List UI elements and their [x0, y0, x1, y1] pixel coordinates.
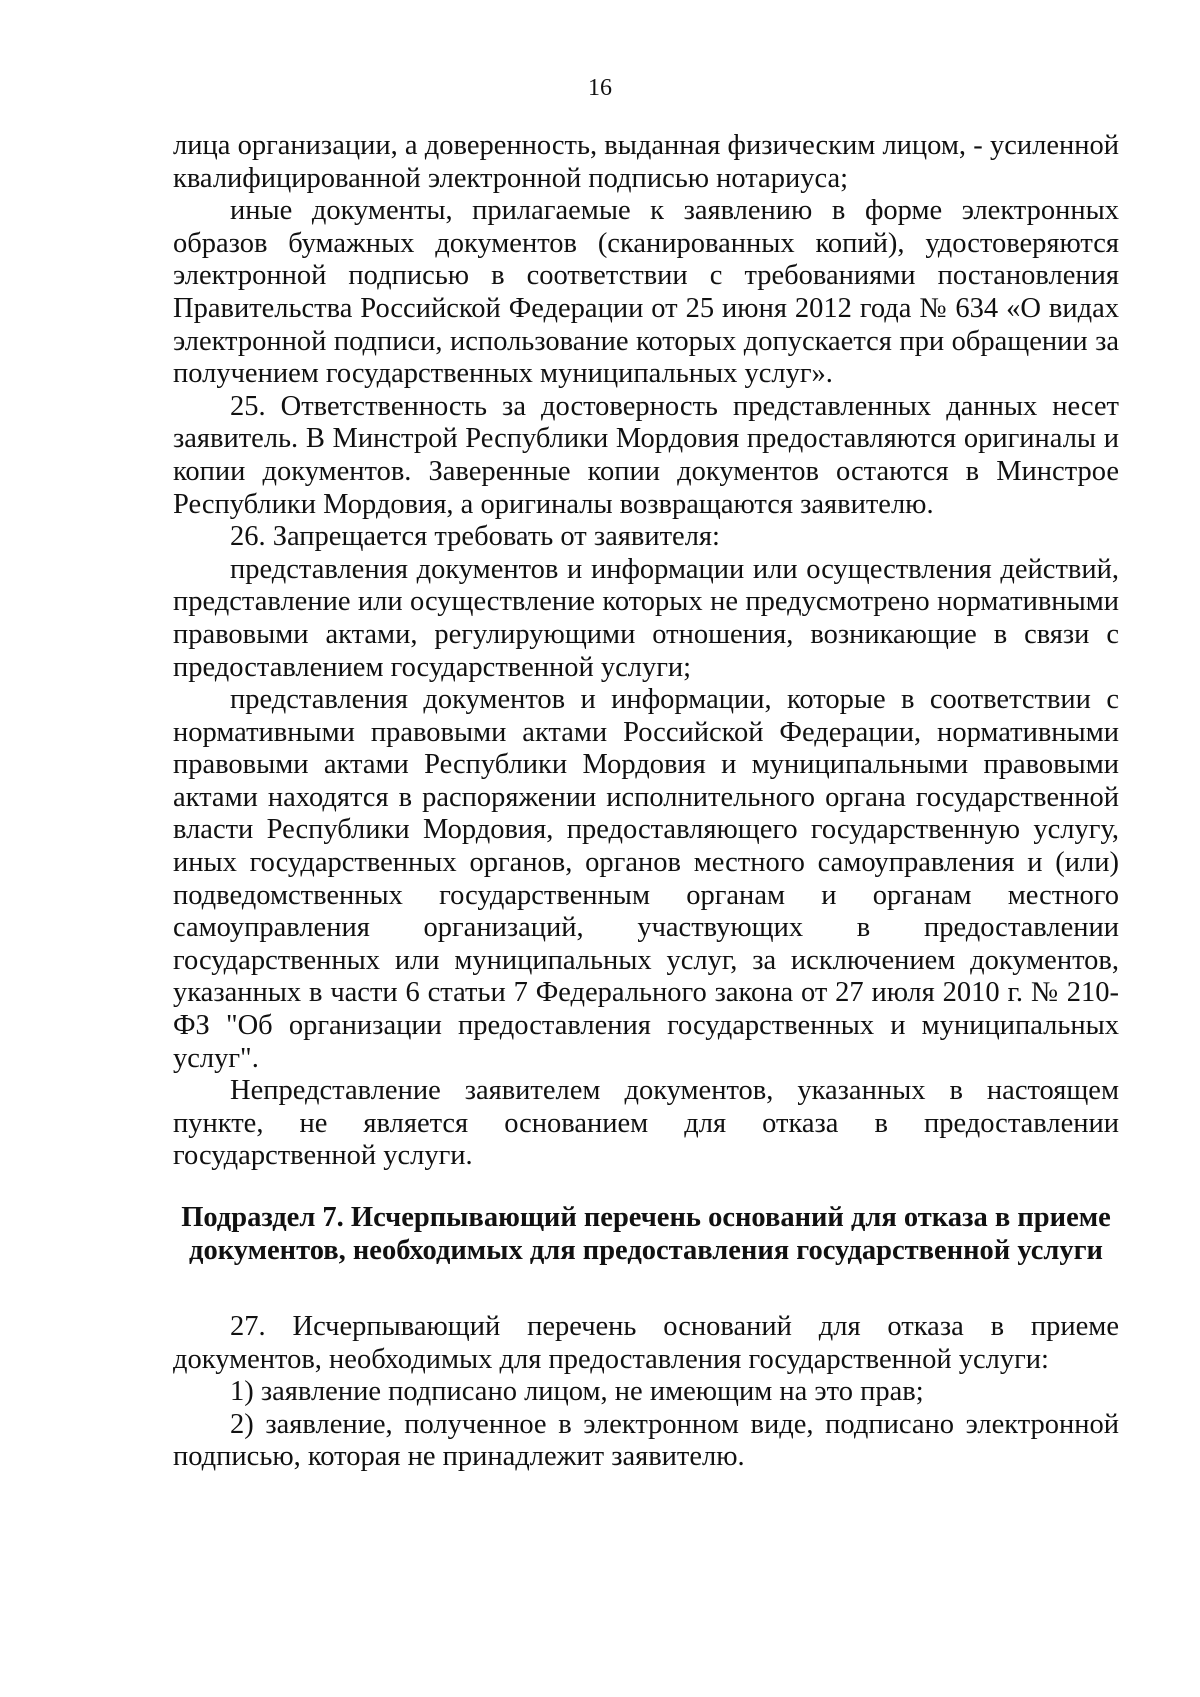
section-heading-line-1: Подраздел 7. Исчерпывающий перечень оснований для отказа в приеме: [181, 1202, 1111, 1233]
paragraph-non-submission: Непредставление заявителем документов, указанных в настоящем пункте, не является основанием для отказа в предоставлении государственной услуги.: [173, 1075, 1119, 1172]
page-number: 16: [588, 75, 612, 101]
section-heading-line-2: документов, необходимых для предоставления государственной услуги: [189, 1235, 1103, 1266]
paragraph-item-27: 27. Исчерпывающий перечень оснований для отказа в приеме документов, необходимых для предоставления государственной услуги:: [173, 1311, 1119, 1375]
paragraph-prohibition-1: представления документов и информации или осуществления действий, представление или осуществление которых не предусмотрено нормативными правовыми актами, регулирующими отношения, возникающие в связи с предоставлением государственной услуги;: [173, 553, 1119, 683]
paragraph-item-25: 25. Ответственность за достоверность представленных данных несет заявитель. В Минстрой Республики Мордовия предоставляются оригиналы и копии документов. Заверенные копии документов остаются в Минстрое Республики Мордовия, а оригиналы возвращаются заявителю.: [173, 390, 1119, 520]
section-body: [173, 1311, 1119, 1474]
paragraph-continuation: лица организации, а доверенность, выданная физическим лицом, - усиленной квалифицированной электронной подписью нотариуса;: [173, 130, 1119, 194]
paragraph-electronic-documents: иные документы, прилагаемые к заявлению в форме электронных образов бумажных документов (сканированных копий), удостоверяются электронной подписью в соответствии с требованиями постановления Правительства Российской Федерации от 25 июня 2012 года № 634 «О видах электронной подписи, использование которых допускается при обращении за получением государственных муниципальных услуг».: [173, 195, 1119, 390]
paragraph-ground-2: 2) заявление, полученное в электронном виде, подписано электронной подписью, которая не принадлежит заявителю.: [173, 1408, 1119, 1473]
paragraph-item-26: 26. Запрещается требовать от заявителя:: [230, 521, 720, 553]
paragraph-ground-1: 1) заявление подписано лицом, не имеющим на это прав;: [230, 1376, 924, 1408]
page-content: [173, 130, 1119, 1474]
section-heading: [173, 1201, 1119, 1267]
paragraph-prohibition-2: представления документов и информации, которые в соответствии с нормативными правовыми актами Российской Федерации, нормативными правовыми актами Республики Мордовия и муниципальными правовыми актами находятся в распоряжении исполнительного органа государственной власти Республики Мордовия, предоставляющего государственную услугу, иных государственных органов, органов местного самоуправления и (или) подведомственных государственным органам и органам местного самоуправления организаций, участвующих в предоставлении государственных или муниципальных услуг, за исключением документов, указанных в части 6 статьи 7 Федерального закона от 27 июля 2010 г. № 210-ФЗ "Об организации предоставления государственных и муниципальных услуг".: [173, 684, 1119, 1074]
